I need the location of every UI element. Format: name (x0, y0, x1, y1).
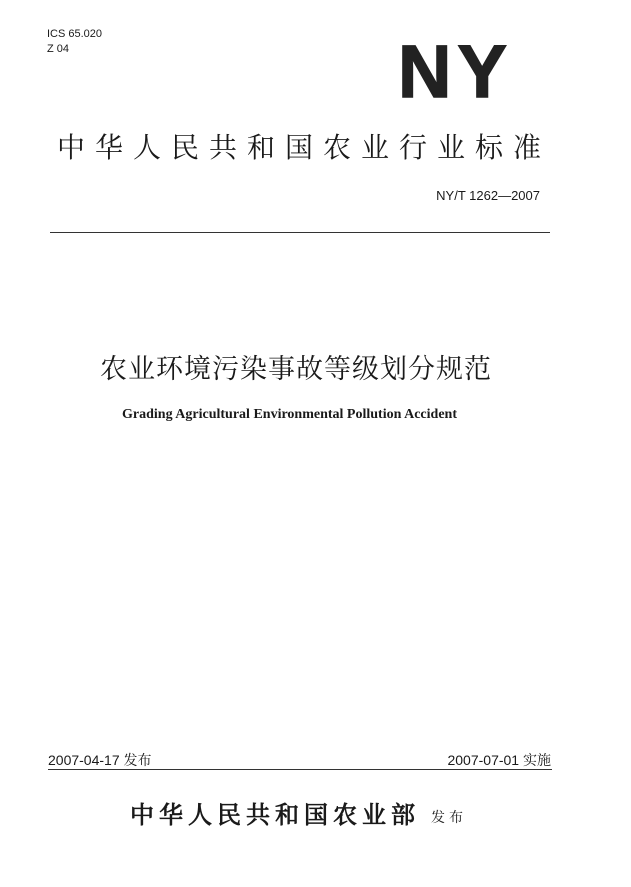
title-english: Grading Agricultural Environmental Pollution Accident (122, 407, 457, 422)
issue-date: 2007-04-17 (48, 752, 120, 768)
ccs-code: Z 04 (47, 43, 70, 55)
bottom-divider (48, 769, 552, 770)
issuer-label: 发布 (431, 810, 467, 826)
standard-type-heading: 中华人民共和国农业行业标准 (57, 131, 552, 164)
ny-logo: NY (398, 30, 513, 113)
issue-label: 发布 (123, 752, 152, 768)
implement-label: 实施 (523, 752, 551, 768)
implement-date: 2007-07-01 (447, 752, 520, 768)
ics-code: ICS 65.020 (47, 28, 103, 40)
title-chinese: 农业环境污染事故等级划分规范 (100, 354, 492, 385)
implement-date-line (447, 752, 551, 768)
standard-number: NY/T 1262—2007 (436, 188, 540, 203)
issuer-name: 中华人民共和国农业部 (130, 800, 420, 829)
issue-date-line (48, 752, 152, 768)
top-divider (50, 232, 550, 233)
